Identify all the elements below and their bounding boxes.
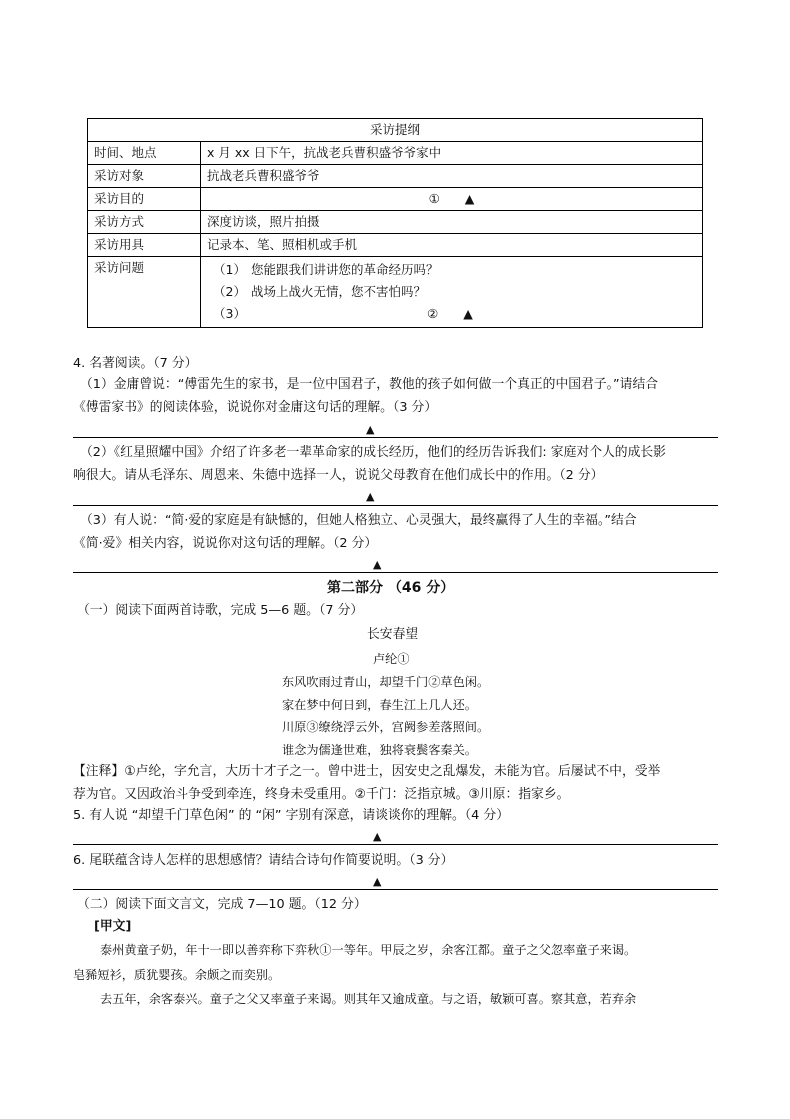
- table-title: 采访提纲: [88, 119, 703, 142]
- question-item: [207, 259, 696, 281]
- row-value: x 月 xx 日下午，抗战老兵曹积盛爷爷家中: [201, 142, 703, 165]
- row-value: 记录本、笔、照相机或手机: [201, 234, 703, 257]
- q4-heading: 4. 名著阅读。（7 分）: [73, 356, 198, 371]
- interview-outline-table: [87, 118, 703, 328]
- q5: 5. 有人说 “却望千门草色闲” 的 “闲” 字别有深意，请谈谈你的理解。（4 分）: [73, 808, 509, 823]
- answer-line: [73, 844, 718, 845]
- classical-line: 去五年，余客泰兴。童子之父又率童子来谒。则其年又逾成童。与之语，敏颖可喜。察其意，若弃余: [100, 992, 637, 1006]
- row-label: 采访对象: [88, 165, 201, 188]
- question-number: （3）: [213, 306, 246, 321]
- question-blank: ② ▲: [427, 306, 473, 321]
- q4-p1-line1: （1）金庸曾说：“傅雷先生的家书，是一位中国君子，教他的孩子如何做一个真正的中国君子。”请结合: [80, 377, 659, 392]
- q4-p2-line2: 响很大。请从毛泽东、周恩来、朱德中选择一人，说说父母教育在他们成长中的作用。（2 分）: [73, 468, 604, 483]
- question-item: [207, 281, 696, 303]
- table-row: [88, 142, 703, 165]
- questions-cell: [201, 257, 703, 328]
- question-text: 您能跟我们讲讲您的革命经历吗？: [251, 262, 439, 277]
- row-value-blank: ① ▲: [201, 188, 703, 211]
- question-text: 战场上战火无情，您不害怕吗？: [251, 284, 427, 299]
- row-label: 时间、地点: [88, 142, 201, 165]
- answer-line: [73, 889, 718, 890]
- table-row: [88, 211, 703, 234]
- poem-title: 长安春望: [367, 627, 419, 642]
- q4-p2-line1: （2）《红星照耀中国》介绍了许多老一辈革命家的成长经历，他们的经历告诉我们: 家庭对个人的成长影: [80, 445, 666, 460]
- row-value: 深度访谈，照片拍摄: [201, 211, 703, 234]
- table-title-row: [88, 119, 703, 142]
- answer-line: [73, 437, 718, 438]
- q4-p1-line2: 《傅雷家书》的阅读体验，说说你对金庸这句话的理解。（3 分）: [73, 400, 438, 415]
- q4-p3-line1: （3）有人说：“简·爱的家庭是有缺憾的，但她人格独立、心灵强大，最终赢得了人生的幸福。”结合: [80, 513, 637, 528]
- note-line1: 【注释】①卢纶，字允言，大历十才子之一。曾中进士，因安史之乱爆发，未能为官。后屡试不中，受举: [73, 764, 661, 779]
- jiawen-label: [甲文]: [94, 919, 132, 934]
- row-label: 采访目的: [88, 188, 201, 211]
- answer-marker: ▲: [373, 830, 382, 843]
- q4-p3-line2: 《简·爱》相关内容，说说你对这句话的理解。（2 分）: [73, 536, 378, 551]
- table-row: [88, 165, 703, 188]
- poem-line: 东风吹雨过青山，却望千门②草色闲。: [282, 675, 490, 689]
- part2-title: 第二部分 （46 分）: [327, 580, 455, 596]
- row-label: 采访用具: [88, 234, 201, 257]
- answer-marker: ▲: [373, 558, 382, 571]
- section-1-heading: （一）阅读下面两首诗歌，完成 5—6 题。（7 分）: [77, 603, 364, 618]
- question-number: （2）: [213, 284, 246, 299]
- note-line2: 荐为官。又因政治斗争受到牵连，终身未受重用。②千门：泛指京城。③川原：指家乡。: [73, 787, 570, 802]
- answer-line: [73, 572, 718, 573]
- classical-line: 皂豨短衫，质犹婴孩。余颇之而奕别。: [73, 968, 281, 982]
- question-item: [207, 303, 696, 325]
- answer-line: [73, 505, 718, 506]
- q6: 6. 尾联蕴含诗人怎样的思想感情？请结合诗句作简要说明。（3 分）: [73, 853, 454, 868]
- table-row: [88, 188, 703, 211]
- row-label: 采访问题: [88, 257, 201, 328]
- poem-line: 川原③缭绕浮云外，宫阙参差落照间。: [282, 720, 490, 734]
- row-value: 抗战老兵曹积盛爷爷: [201, 165, 703, 188]
- classical-line: 泰州黄童子奶，年十一即以善弈称下弈秋①一等年。甲辰之岁，余客江都。童子之父忽率童子来谒。: [100, 943, 637, 957]
- poem-line: 家在梦中何日到，春生江上几人还。: [282, 698, 477, 712]
- poem-author: 卢纶①: [373, 652, 410, 666]
- question-number: （1）: [213, 262, 246, 277]
- answer-marker: ▲: [366, 423, 375, 436]
- poem-line: 谁念为儒逢世难，独将衰鬓客秦关。: [282, 743, 477, 757]
- table-row-questions: [88, 257, 703, 328]
- answer-marker: ▲: [366, 490, 375, 503]
- table-row: [88, 234, 703, 257]
- row-label: 采访方式: [88, 211, 201, 234]
- section-2-heading: （二）阅读下面文言文，完成 7—10 题。（12 分）: [77, 897, 367, 912]
- answer-marker: ▲: [373, 875, 382, 888]
